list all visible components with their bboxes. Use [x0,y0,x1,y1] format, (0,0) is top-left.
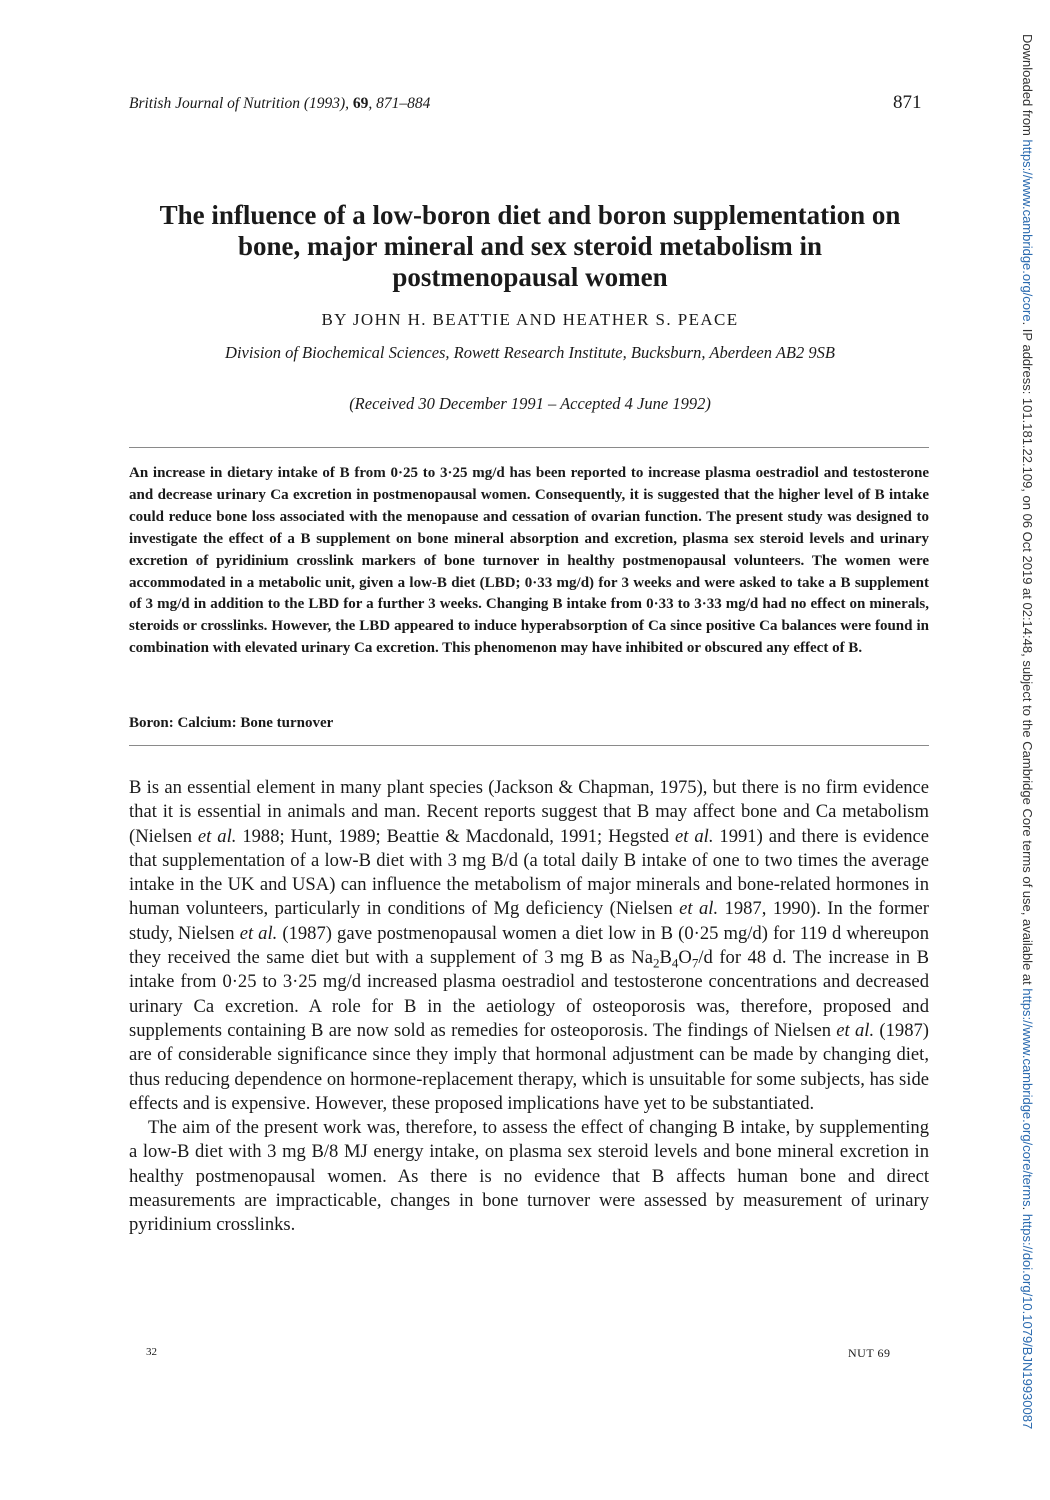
journal-year: (1993), [299,95,353,112]
et-al: et al. [197,825,237,847]
abstract-bottom-rule [129,745,929,746]
signature-mark: 32 [146,1346,157,1358]
received-dates: (Received 30 December 1991 – Accepted 4 June 1992) [349,394,711,413]
core-link[interactable]: https://www.cambridge.org/core [1020,139,1035,322]
doi-link[interactable]: https://doi.org/10.1079/BJN19930087 [1020,1213,1035,1430]
title-line-2: bone, major mineral and sex steroid metabolism in [238,231,822,261]
terms-link[interactable]: https://www.cambridge.org/core/terms [1020,988,1035,1207]
authors: BY JOHN H. BEATTIE AND HEATHER S. PEACE [321,310,739,329]
et-al: et al. [836,1019,875,1041]
body-text [129,776,929,1238]
body-paragraph-1: B is an essential element in many plant species (Jackson & Chapman, 1975), but there is no firm evidence that it is essential in animals and man. Recent reports suggest that B may affect bone and Ca metabolism (Nielsen et al. 1988; Hunt, 1989; Beattie & Macdonald, 1991; Hegsted et al. 1991) and there is evidence that supplementation of a low-B diet with 3 mg B/d (a total daily B intake of one to two times the average intake in the UK and USA) can influence the metabolism of major minerals and bone-related hormones in human volunteers, particularly in conditions of Mg deficiency (Nielsen et al. 1987, 1990). In the former study, Nielsen et al. (1987) gave postmenopausal women a diet low in B (0·25 mg/d) for 119 d whereupon they received the same diet but with a supplement of 3 mg B as $Na_2B_4O_7/d$ for 48 d. The increase in B intake from 0·25 to 3·25 mg/d increased plasma oestradiol and testosterone concentrations and decreased urinary Ca excretion. A role for B in the aetiology of osteoporosis was, therefore, proposed and supplements containing B are now sold as remedies for osteoporosis. The findings of Nielsen et al. (1987) are of considerable significance since they imply that hormonal adjustment can be made by changing diet, thus reducing dependence on hormone-replacement therapy, which is unsuitable for some subjects, has side effects and is expensive. However, these proposed implications have yet to be substantiated. [129,777,929,1114]
et-al: et al. [679,898,719,920]
journal-volume: 69 [352,95,369,112]
journal-citation [129,95,430,113]
et-al: et al. [675,825,714,847]
keywords: Boron: Calcium: Bone turnover [129,715,334,731]
abstract-text: An increase in dietary intake of B from 0·25 to 3·25 mg/d has been reported to increase plasma oestradiol and testosterone and decrease urinary Ca excretion in postmenopausal women. Consequently, it is suggested that the higher level of B intake could reduce bone loss associated with the menopause and cessation of ovarian function. The present study was designed to investigate the effect of a B supplement on bone mineral absorption and excretion, plasma sex steroid levels and urinary excretion of pyridinium crosslink markers of bone turnover in healthy postmenopausal volunteers. The women were accommodated in a metabolic unit, given a low-B diet (LBD; 0·33 mg/d) for 3 weeks and were asked to take a B supplement of 3 mg/d in addition to the LBD for a further 3 weeks. Changing B intake from 0·33 to 3·33 mg/d had no effect on minerals, steroids or crosslinks. However, the LBD appeared to induce hyperabsorption of Ca since positive Ca balances were found in combination with elevated urinary Ca excretion. This phenomenon may have inhibited or obscured any effect of B. [129,465,929,657]
affiliation: Division of Biochemical Sciences, Rowett Research Institute, Bucksburn, Aberdeen AB2 9SB [225,343,835,362]
journal-pages: , 871–884 [368,95,431,112]
abstract-top-rule [129,447,929,448]
footer-journal-code: NUT 69 [848,1346,891,1360]
body-paragraph-2: The aim of the present work was, therefore, to assess the effect of changing B intake, by supplementing a low-B diet with 3 mg B/8 MJ energy intake, on plasma sex steroid levels and bone mineral excretion in healthy postmenopausal women. As there is no evidence that B affects human bone and direct measurements are impracticable, changes in bone turnover were assessed by measurement of urinary pyridinium crosslinks. [129,1117,929,1236]
download-notice: Downloaded from https://www.cambridge.org/core. IP address: 101.181.22.109, on 06 Oct 2019 at 02:14:48, subject to the Cambridge Core terms of use, available at https://www.cambridge.org/core/terms. https://doi.org/10.1079/BJN19930087 [1020,34,1035,1430]
et-al: et al. [239,922,278,944]
journal-name: British Journal of Nutrition [129,95,300,112]
title-line-1: The influence of a low-boron diet and boron supplementation on [159,200,901,230]
article-title [110,200,950,293]
title-line-3: postmenopausal women [392,262,668,292]
page-number: 871 [893,92,922,113]
